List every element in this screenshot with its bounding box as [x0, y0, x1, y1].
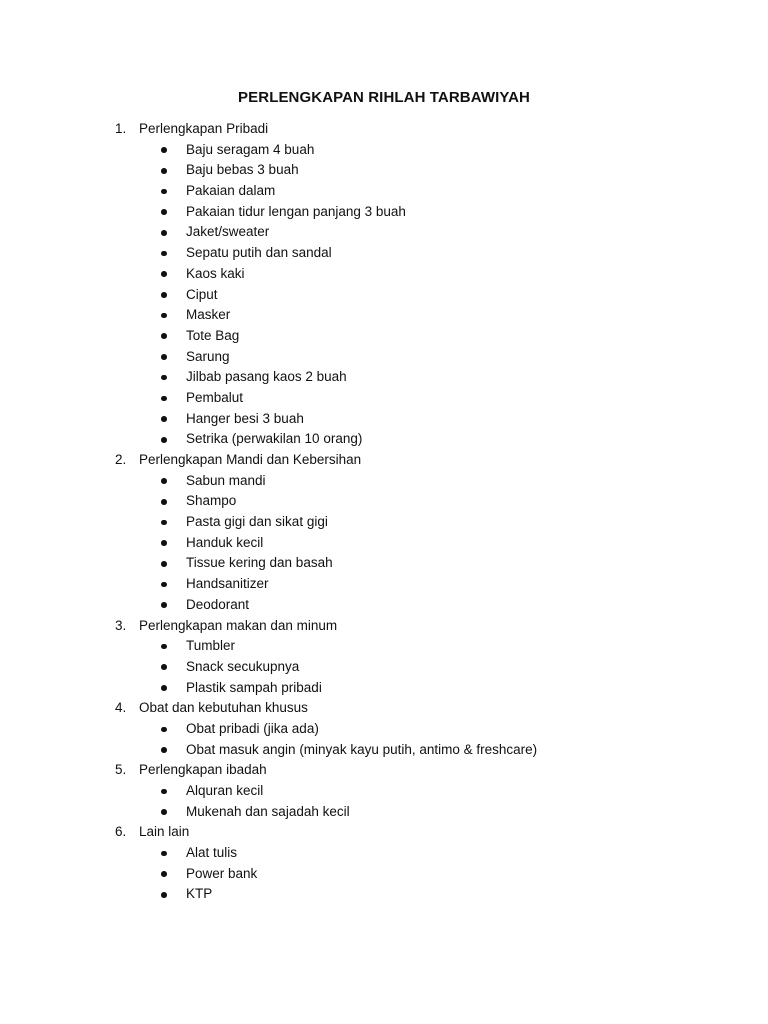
list-item [0, 388, 768, 409]
list-item [0, 491, 768, 512]
list-item-text: Baju bebas 3 buah [186, 162, 299, 178]
list-item [0, 512, 768, 533]
section-label: Perlengkapan makan dan minum [139, 617, 338, 633]
bullet-icon [161, 354, 167, 360]
list-item-text: Sabun mandi [186, 472, 266, 488]
section-label: Perlengkapan ibadah [139, 762, 267, 778]
list-item-text: Alat tulis [186, 845, 238, 861]
bullet-icon [161, 685, 167, 691]
bullet-icon [161, 499, 167, 505]
list-item-text: Pasta gigi dan sikat gigi [186, 514, 328, 530]
list-item-text: Shampo [186, 493, 237, 509]
list-item-text: Tumbler [186, 638, 236, 654]
bullet-icon [161, 271, 167, 277]
bullet-icon [161, 478, 167, 484]
section-label: Lain lain [139, 824, 190, 840]
list-item-text: Handsanitizer [186, 576, 269, 592]
bullet-icon [161, 313, 167, 319]
section-number: 1. [115, 121, 127, 136]
list-item [0, 471, 768, 492]
section-heading [0, 450, 768, 471]
list-item-text: Mukenah dan sajadah kecil [186, 803, 350, 819]
bullet-icon [161, 747, 167, 753]
bullet-icon [161, 396, 167, 402]
section-heading [0, 822, 768, 843]
list-item [0, 657, 768, 678]
list-item-text: Jaket/sweater [186, 224, 270, 240]
list-item [0, 326, 768, 347]
list-item-text: Handuk kecil [186, 534, 264, 550]
list-item [0, 285, 768, 306]
bullet-icon [161, 809, 167, 815]
list-item [0, 140, 768, 161]
bullet-icon [161, 416, 167, 422]
section-number: 6. [115, 824, 127, 840]
list-item [0, 202, 768, 223]
bullet-icon [161, 540, 167, 546]
list-item [0, 181, 768, 202]
list-item [0, 781, 768, 802]
list-item-text: Deodorant [186, 596, 250, 612]
checklist [0, 119, 768, 905]
list-item [0, 843, 768, 864]
list-item-text: Masker [186, 307, 231, 323]
list-item-text: Power bank [186, 865, 258, 881]
list-item [0, 367, 768, 388]
bullet-icon [161, 520, 167, 526]
list-item [0, 595, 768, 616]
list-item [0, 884, 768, 905]
list-item [0, 740, 768, 761]
list-item-text: Ciput [186, 286, 218, 302]
list-item [0, 574, 768, 595]
bullet-icon [161, 168, 167, 174]
document-title: PERLENGKAPAN RIHLAH TARBAWIYAH [238, 89, 530, 106]
list-item [0, 636, 768, 657]
list-item [0, 347, 768, 368]
list-item [0, 305, 768, 326]
list-item [0, 864, 768, 885]
bullet-icon [161, 251, 167, 257]
list-item-text: KTP [186, 886, 213, 902]
list-item-text: Hanger besi 3 buah [186, 410, 304, 426]
section-heading [0, 616, 768, 637]
section-label: Perlengkapan Mandi dan Kebersihan [139, 452, 362, 467]
bullet-icon [161, 333, 167, 339]
list-item-text: Tote Bag [186, 327, 240, 343]
bullet-icon [161, 230, 167, 236]
bullet-icon [161, 582, 167, 588]
section-number: 4. [115, 700, 127, 716]
list-item-text: Snack secukupnya [186, 658, 300, 674]
list-item [0, 409, 768, 430]
list-item [0, 243, 768, 264]
list-item-text: Sarung [186, 348, 230, 364]
section-heading [0, 119, 768, 140]
bullet-icon [161, 147, 167, 153]
section-heading [0, 760, 768, 781]
list-item-text: Pakaian tidur lengan panjang 3 buah [186, 203, 406, 219]
list-item [0, 802, 768, 823]
list-item-text: Pakaian dalam [186, 183, 276, 199]
bullet-icon [161, 375, 167, 381]
list-item [0, 553, 768, 574]
section-number: 2. [115, 452, 127, 467]
bullet-icon [161, 851, 167, 857]
list-item-text: Plastik sampah pribadi [186, 679, 322, 695]
bullet-icon [161, 644, 167, 650]
bullet-icon [161, 209, 167, 215]
bullet-icon [161, 892, 167, 898]
list-item-text: Setrika (perwakilan 10 orang) [186, 431, 363, 447]
list-item-text: Alquran kecil [186, 783, 264, 798]
bullet-icon [161, 789, 167, 795]
list-item-text: Baju seragam 4 buah [186, 141, 315, 157]
bullet-icon [161, 602, 167, 608]
list-item [0, 429, 768, 450]
bullet-icon [161, 664, 167, 670]
section-label: Obat dan kebutuhan khusus [139, 700, 308, 716]
list-item [0, 678, 768, 699]
section-number: 5. [115, 762, 127, 778]
list-item [0, 533, 768, 554]
list-item [0, 264, 768, 285]
section-label: Perlengkapan Pribadi [139, 121, 269, 136]
list-item-text: Obat pribadi (jika ada) [186, 720, 319, 736]
list-item [0, 160, 768, 181]
bullet-icon [161, 292, 167, 298]
bullet-icon [161, 727, 167, 733]
list-item-text: Jilbab pasang kaos 2 buah [186, 369, 347, 385]
section-number: 3. [115, 617, 127, 633]
list-item-text: Kaos kaki [186, 265, 245, 281]
list-item [0, 719, 768, 740]
bullet-icon [161, 561, 167, 567]
list-item-text: Obat masuk angin (minyak kayu putih, antimo & freshcare) [186, 741, 538, 757]
list-item-text: Tissue kering dan basah [186, 555, 333, 571]
list-item-text: Pembalut [186, 389, 244, 405]
list-item [0, 222, 768, 243]
bullet-icon [161, 871, 167, 877]
bullet-icon [161, 437, 167, 443]
bullet-icon [161, 189, 167, 195]
section-heading [0, 698, 768, 719]
list-item-text: Sepatu putih dan sandal [186, 245, 332, 261]
